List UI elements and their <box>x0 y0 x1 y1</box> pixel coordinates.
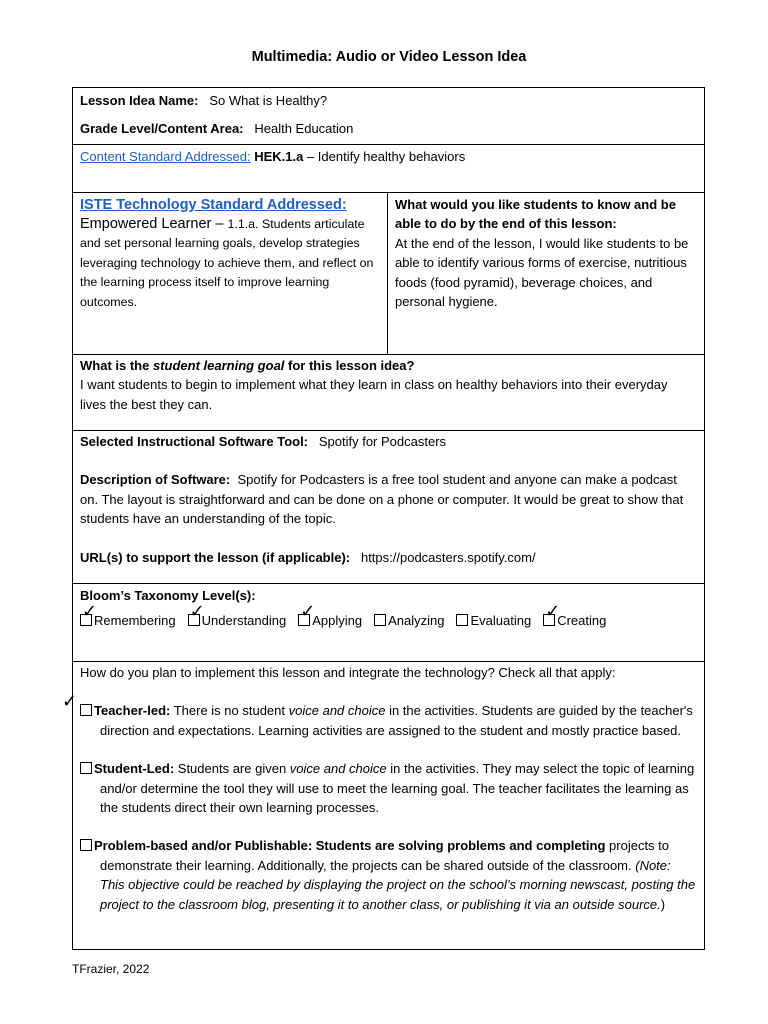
bloom-label: Analyzing <box>388 613 445 629</box>
content-standard-code: HEK.1.a <box>254 149 304 164</box>
url-value[interactable]: https://podcasters.spotify.com/ <box>360 549 536 565</box>
check-mark-icon: ✓ <box>545 601 561 623</box>
iste-text: 1.1.a. Students articulate and set personal learning goals, develop strategies leveraging technology to achieve them, and reflect on the learning process itself to improve learning outcomes. <box>80 217 374 309</box>
bloom-label: Understanding <box>201 613 287 629</box>
tool-label: Selected Instructional Software Tool: <box>80 434 309 449</box>
lesson-name-value: So What is Healthy? <box>209 93 328 108</box>
check-mark-icon: ✓ <box>82 601 98 623</box>
software-description: Description of Software: Spotify for Podcasters is a free tool student and anyone can make a podcast on. The layout is straightforward and can be done on a phone or computer. It would be great to show that students have an understanding of the topic. <box>80 472 684 527</box>
bloom-checkbox[interactable] <box>543 601 561 626</box>
bloom-item-remembering[interactable] <box>80 601 176 629</box>
content-standard-row <box>73 144 704 192</box>
know-cell <box>388 193 704 354</box>
bloom-label: Evaluating <box>470 613 532 629</box>
software-row <box>73 430 704 583</box>
blooms-row <box>73 583 704 661</box>
bloom-item-evaluating[interactable] <box>456 613 531 628</box>
lesson-name-label: Lesson Idea Name: <box>80 93 199 108</box>
tool-value: Spotify for Podcasters <box>318 434 447 449</box>
bloom-item-creating[interactable] <box>543 601 607 629</box>
bloom-label: Applying <box>312 613 363 629</box>
content-standard-text: – Identify healthy behaviors <box>303 149 466 164</box>
bloom-label: Creating <box>557 613 607 629</box>
student-led-checkbox[interactable] <box>80 762 92 774</box>
bloom-item-analyzing[interactable] <box>374 613 444 628</box>
blooms-label: Bloom’s Taxonomy Level(s): <box>80 588 256 603</box>
bloom-item-understanding[interactable] <box>188 601 287 629</box>
bloom-checkbox[interactable] <box>374 614 386 626</box>
know-answer: At the end of the lesson, I would like students to be able to identify various forms of exercise, nutritious foods (food pyramid), beverage choices, and personal hygiene. <box>395 235 689 310</box>
teacher-led-option: ✓ Teacher-led: There is no student voice and choice in the activities. Students are guided by the teacher's direction and expectations. Learning activities are assigned to the student and mostly practice based. <box>62 691 693 738</box>
lesson-info-row <box>73 88 704 144</box>
content-standard-link[interactable]: Content Standard Addressed: <box>80 149 251 164</box>
problem-based-option: Problem-based and/or Publishable: Students are solving problems and completing projects to demonstrate their learning. Additionally, the projects can be shared outside of the classroom. (Note: This objective could be reached by displaying the project on the school’s morning newscast, posting the project to the classroom blog, presenting it to another class, or publishing it via an outside source.) <box>80 836 697 914</box>
blooms-checkbox-group <box>80 601 697 629</box>
grade-label: Grade Level/Content Area: <box>80 121 244 137</box>
goal-row <box>73 354 704 430</box>
url-label: URL(s) to support the lesson (if applicable): <box>80 549 351 565</box>
grade-value: Health Education <box>254 121 354 137</box>
bloom-checkbox[interactable] <box>188 601 205 626</box>
implement-question: How do you plan to implement this lesson and integrate the technology? Check all that apply: <box>80 665 616 680</box>
iste-lead: Empowered Learner – <box>80 216 228 232</box>
bloom-checkbox[interactable] <box>80 601 98 626</box>
problem-based-checkbox[interactable] <box>80 839 92 851</box>
bloom-checkbox[interactable] <box>298 601 316 626</box>
footer-credit: TFrazier, 2022 <box>72 962 150 976</box>
lesson-form-table <box>62 87 705 950</box>
bloom-item-applying[interactable] <box>298 601 363 629</box>
know-question: What would you like students to know and be able to do by the end of this lesson: <box>395 197 676 232</box>
teacher-led-checkbox[interactable]: ✓ <box>80 704 92 716</box>
standards-row <box>73 192 704 354</box>
iste-standard-link[interactable]: ISTE Technology Standard Addressed: <box>80 197 347 213</box>
bloom-label: Remembering <box>94 613 176 629</box>
page-title: Multimedia: Audio or Video Lesson Idea <box>251 49 527 65</box>
implement-row <box>62 661 704 949</box>
check-mark-icon: ✓ <box>300 601 316 623</box>
bloom-checkbox[interactable] <box>456 614 468 626</box>
check-mark-icon: ✓ <box>189 601 205 623</box>
iste-cell <box>73 193 388 354</box>
goal-question: What is the student learning goal for this lesson idea? <box>80 358 415 373</box>
goal-answer: I want students to begin to implement what they learn in class on healthy behaviors into their everyday lives the best they can. <box>80 377 668 412</box>
student-led-option: Student-Led: Students are given voice and choice in the activities. They may select the topic of learning and/or determine the tool they will use to meet the learning goal. The teacher facilitates the learning as the students direct their own learning processes. <box>80 759 697 817</box>
